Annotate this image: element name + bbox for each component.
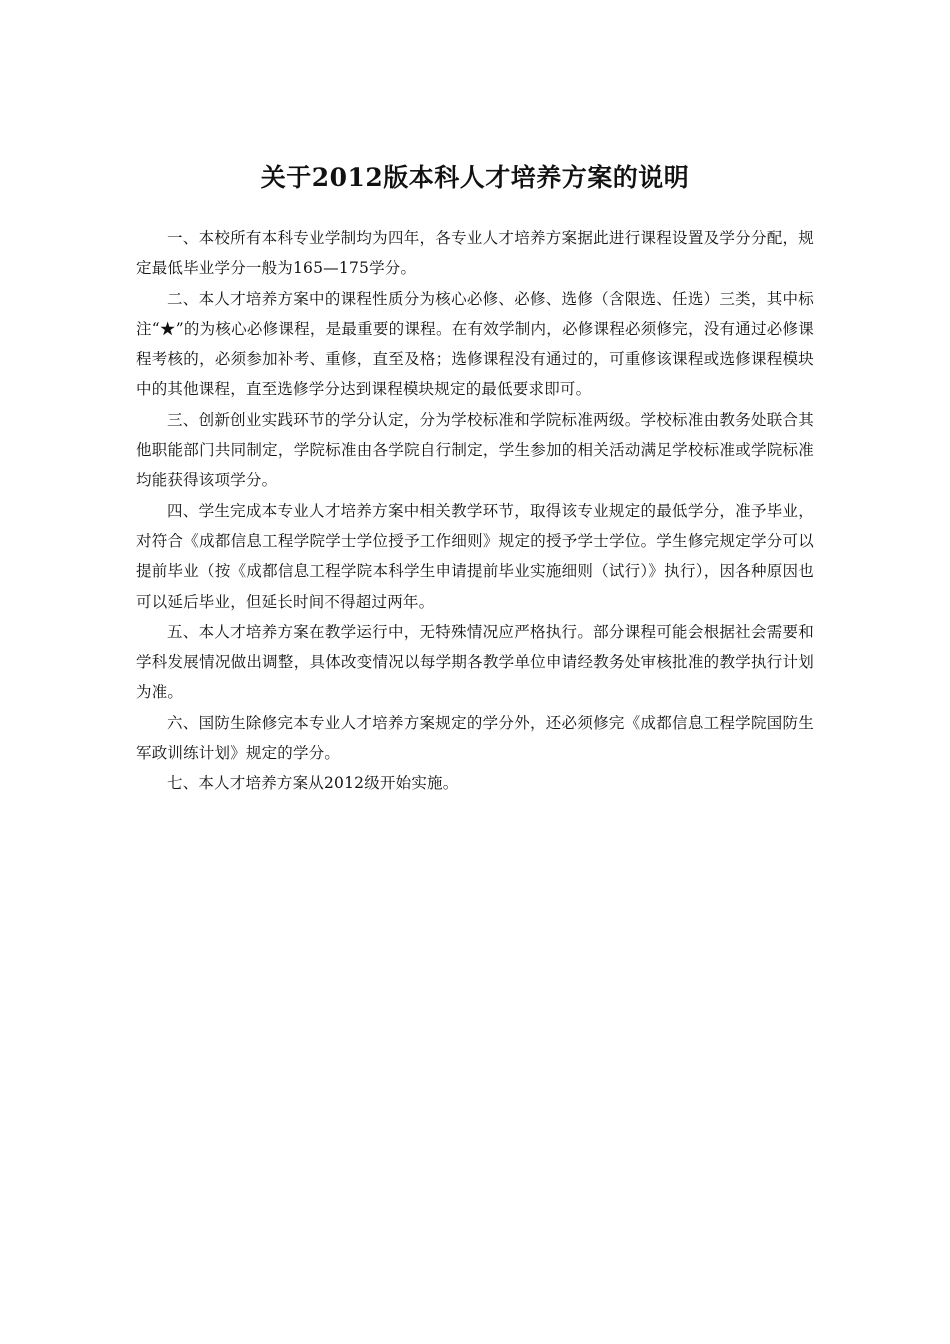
paragraph-5: 五、本人才培养方案在教学运行中，无特殊情况应严格执行。部分课程可能会根据社会需要和学科发展情况做出调整，具体改变情况以每学期各教学单位申请经教务处审核批准的教学执行计划为准。: [136, 622, 814, 702]
paragraph-2: 二、本人才培养方案中的课程性质分为核心必修、必修、选修（含限选、任选）三类，其中标注“★”的为核心必修课程，是最重要的课程。在有效学制内，必修课程必须修完，没有通过必修课程考核的，必须参加补考、重修，直至及格；选修课程没有通过的，可重修该课程或选修课程模块中的其他课程，直至选修学分达到课程模块规定的最低要求即可。: [136, 289, 814, 399]
paragraph-4: 四、学生完成本专业人才培养方案中相关教学环节，取得该专业规定的最低学分，准予毕业，对符合《成都信息工程学院学士学位授予工作细则》规定的授予学士学位。学生修完规定学分可以提前毕业（按《成都信息工程学院本科学生申请提前毕业实施细则（试行）》执行），因各种原因也可以延后毕业，但延长时间不得超过两年。: [136, 501, 814, 611]
paragraph-1: 一、本校所有本科专业学制均为四年，各专业人才培养方案据此进行课程设置及学分分配，规定最低毕业学分一般为165—175学分。: [136, 229, 814, 278]
paragraph-6: 六、国防生除修完本专业人才培养方案规定的学分外，还必须修完《成都信息工程学院国防生军政训练计划》规定的学分。: [136, 713, 814, 763]
document-title: 关于2012版本科人才培养方案的说明: [260, 163, 690, 192]
paragraph-7: 七、本人才培养方案从2012级开始实施。: [167, 774, 459, 793]
document-body: [136, 223, 814, 799]
paragraph-3: 三、创新创业实践环节的学分认定，分为学校标准和学院标准两级。学校标准由教务处联合其他职能部门共同制定，学院标准由各学院自行制定，学生参加的相关活动满足学校标准或学院标准均能获得该项学分。: [136, 410, 814, 490]
